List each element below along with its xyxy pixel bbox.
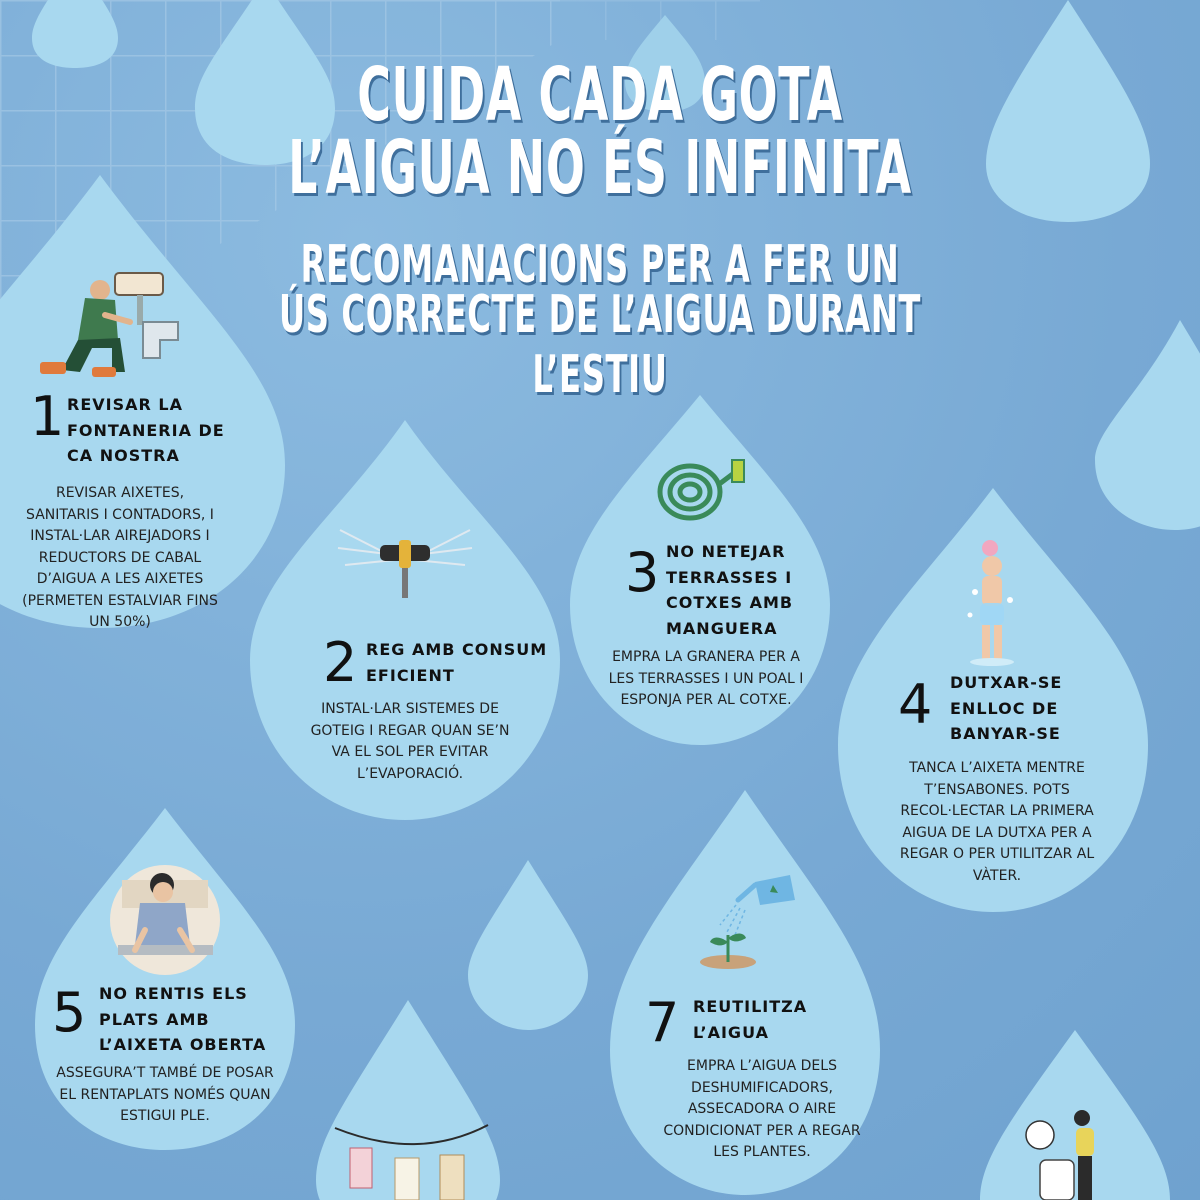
drop [1095, 320, 1200, 530]
main-title-line-1: CUIDA CADA GOTA [357, 52, 843, 138]
tip-7-heading: REUTILITZA L’AIGUA [693, 997, 808, 1042]
tip-4-body: TANCA L’AIXETA MENTRE T’ENSABONES. POTS RECOL·LECTAR LA PRIMERA AIGUA DE LA DUTXA PER A REGAR O PER UTILITZAR AL VÀTER. [899, 760, 1095, 884]
drop [986, 0, 1150, 222]
tip-4-heading: DUTXAR-SE ENLLOC DE BANYAR-SE [950, 673, 1063, 743]
drop [468, 860, 588, 1030]
tip-3-heading: NO NETEJAR TERRASSES I COTXES AMB MANGUERA [666, 542, 794, 638]
drop [32, 0, 118, 68]
tip-2-number: 2 [323, 631, 358, 694]
main-title-line-2: L’AIGUA NO ÉS INFINITA [288, 125, 912, 211]
subtitle-line-1: RECOMANACIONS PER A FER UN [300, 235, 900, 295]
dishwashing-icon [110, 865, 220, 975]
tip-7-number: 7 [645, 991, 680, 1054]
subtitle-line-2: ÚS CORRECTE DE L’AIGUA DURANT L’ESTIU [278, 285, 922, 405]
tip-5-heading: NO RENTIS ELS PLATS AMB L’AIXETA OBERTA [99, 984, 267, 1054]
tip-3-body: EMPRA LA GRANERA PER A LES TERRASSES I UN POAL I ESPONJA PER AL COTXE. [608, 649, 804, 708]
tip-3-number: 3 [625, 541, 660, 604]
tip-1-body: REVISAR AIXETES, SANITARIS I CONTADORS, I INSTAL·LAR AIREJADORS I REDUCTORS DE CABAL D’AIGUA A LES AIXETES (PERMETEN ESTALVIAR FINS UN 50%) [22, 485, 218, 630]
tip-2-body: INSTAL·LAR SISTEMES DE GOTEIG I REGAR QUAN SE’N VA EL SOL PER EVITAR L’EVAPORACIÓ. [310, 701, 510, 782]
tip-5-body: ASSEGURA’T TAMBÉ DE POSAR EL RENTAPLATS NOMÉS QUAN ESTIGUI PLE. [56, 1065, 274, 1124]
tip-1-number: 1 [30, 385, 65, 448]
tip-7-body: EMPRA L’AIGUA DELS DESHUMIFICADORS, ASSECADORA O AIRE CONDICIONAT PER A REGAR LES PLANTES. [663, 1058, 861, 1160]
tip-5-number: 5 [52, 981, 87, 1044]
tip-4-number: 4 [898, 673, 933, 736]
tip-2-heading: REG AMB CONSUM EFICIENT [366, 640, 548, 685]
tip-1-heading: REVISAR LA FONTANERIA DE CA NOSTRA [67, 395, 225, 465]
